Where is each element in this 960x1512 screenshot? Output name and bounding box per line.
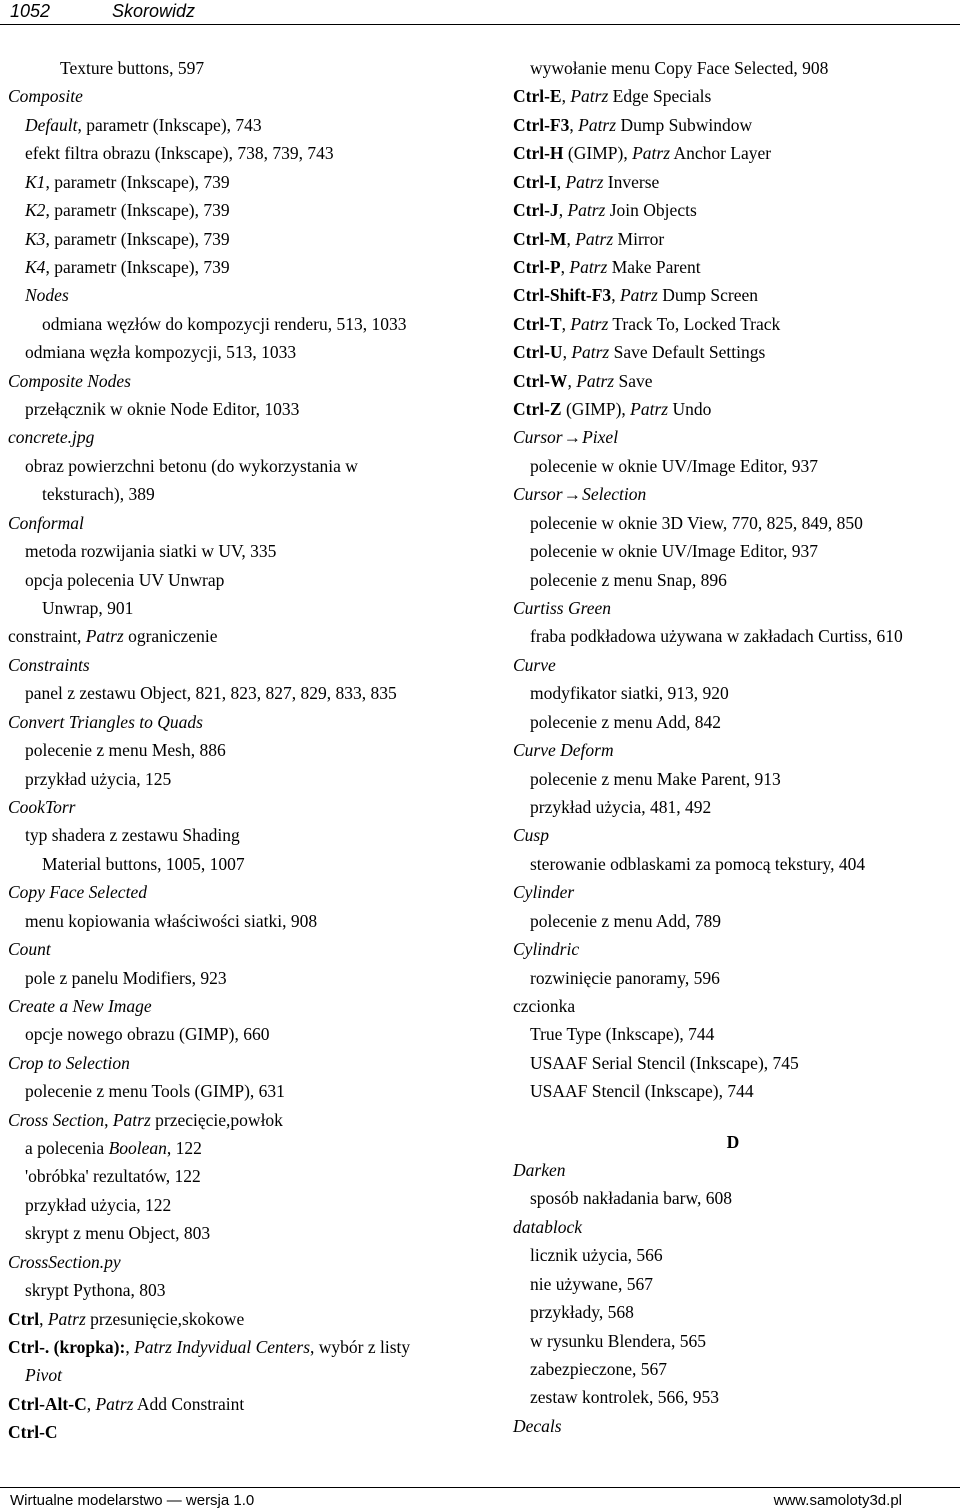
index-text: 'obróbka' rezultatów, 122 (25, 1166, 201, 1187)
index-entry (8, 1248, 478, 1276)
index-text: Edge Specials (608, 86, 712, 107)
index-text: sposób nakładania barw, 608 (530, 1188, 733, 1209)
index-text: typ shadera z zestawu Shading (25, 825, 240, 846)
index-entry (8, 1049, 478, 1077)
index-entry (8, 1333, 478, 1361)
index-text: przykłady, 568 (530, 1302, 634, 1323)
index-entry (8, 1077, 478, 1105)
index-entry (513, 338, 953, 366)
index-text: odmiana węzłów do kompozycji renderu, 513, 1033 (42, 313, 407, 334)
index-entry (513, 139, 953, 167)
index-text: polecenie w oknie UV/Image Editor, 937 (530, 541, 818, 562)
index-text: (GIMP), (561, 399, 631, 420)
index-text: polecenie w oknie UV/Image Editor, 937 (530, 455, 818, 476)
index-entry (513, 1355, 953, 1383)
index-entry (513, 1049, 953, 1077)
index-entry (8, 509, 478, 537)
index-text: czcionka (513, 995, 576, 1016)
index-entry (8, 168, 478, 196)
index-text: Ctrl-I (513, 171, 557, 192)
index-text: skrypt z menu Object, 803 (25, 1223, 211, 1244)
index-entry (8, 1276, 478, 1304)
index-text: Patrz (619, 285, 658, 306)
index-text: , 122 (166, 1138, 202, 1159)
index-text: , (556, 171, 566, 192)
index-text: Patrz (85, 626, 124, 647)
index-text: Patrz (569, 256, 608, 277)
index-entry (513, 196, 953, 224)
index-text: , parametr (Inkscape), 739 (45, 200, 230, 221)
index-text: Ctrl-W (513, 370, 568, 391)
page-number: 1052 (10, 1, 51, 21)
index-text: Boolean (108, 1138, 167, 1159)
index-column-left (8, 54, 478, 1447)
index-text: nie używane, 567 (530, 1273, 653, 1294)
index-text: w rysunku Blendera, 565 (530, 1330, 706, 1351)
index-text: , parametr (Inkscape), 739 (45, 256, 230, 277)
index-text: Composite (8, 86, 83, 107)
index-text: Join Objects (605, 200, 697, 221)
index-text: Ctrl (8, 1308, 40, 1329)
index-text: , parametr (Inkscape), 739 (45, 171, 230, 192)
index-text: Ctrl-U (513, 342, 563, 363)
index-text: Patrz (567, 200, 606, 221)
index-entry (8, 338, 478, 366)
index-text: Darken (513, 1160, 566, 1181)
index-entry (513, 566, 953, 594)
index-entry (513, 651, 953, 679)
index-text: , (562, 342, 572, 363)
index-text: Ctrl-. (kropka): (8, 1336, 126, 1357)
index-text: , (104, 1109, 113, 1130)
index-entry (513, 253, 953, 281)
index-text: odmiana węzła kompozycji, 513, 1033 (25, 342, 297, 363)
index-text: polecenie w oknie 3D View, 770, 825, 849, 850 (530, 512, 863, 533)
index-text: Patrz (571, 342, 610, 363)
index-text: K4 (25, 256, 46, 277)
index-entry (8, 1162, 478, 1190)
index-entry (513, 679, 953, 707)
index-entry (513, 395, 953, 423)
index-entry (513, 1412, 953, 1440)
index-text: D (726, 1131, 740, 1152)
index-entry (513, 1298, 953, 1326)
index-text: CookTorr (8, 796, 76, 817)
index-text: polecenie z menu Tools (GIMP), 631 (25, 1081, 285, 1102)
index-text: Ctrl-H (513, 143, 564, 164)
footer-book-title: Wirtualne modelarstwo — wersja 1.0 (10, 1492, 255, 1509)
index-text: Anchor Layer (670, 143, 772, 164)
index-text: Patrz (576, 370, 615, 391)
index-text: Conformal (8, 512, 84, 533)
index-text: Selection (582, 484, 647, 505)
index-text: polecenie z menu Make Parent, 913 (530, 768, 781, 789)
index-text: , (611, 285, 620, 306)
index-text: Material buttons, 1005, 1007 (42, 853, 245, 874)
index-entry (8, 850, 478, 878)
index-entry (8, 54, 478, 82)
index-entry (8, 1191, 478, 1219)
index-text: , (558, 200, 568, 221)
index-text: zabezpieczone, 567 (530, 1358, 668, 1379)
index-text: polecenie z menu Add, 789 (530, 910, 721, 931)
index-text: Pixel (582, 427, 619, 448)
index-entry (513, 594, 953, 622)
index-text: , (561, 313, 571, 334)
index-text: Dump Screen (657, 285, 758, 306)
index-text: Ctrl-Z (513, 399, 562, 420)
arrow-icon: → (563, 427, 582, 448)
index-entry (8, 1305, 478, 1333)
index-text: Patrz (575, 228, 614, 249)
index-text: Patrz (578, 114, 617, 135)
index-entry (8, 281, 478, 309)
index-text: efekt filtra obrazu (Inkscape), 738, 739, 743 (25, 143, 334, 164)
index-entry (513, 225, 953, 253)
index-text: zestaw kontrolek, 566, 953 (530, 1387, 720, 1408)
index-text: przykład użycia, 122 (25, 1194, 172, 1215)
index-text: (GIMP), (563, 143, 633, 164)
index-text: Composite Nodes (8, 370, 131, 391)
index-entry (8, 708, 478, 736)
index-entry (513, 793, 953, 821)
index-entry (513, 907, 953, 935)
section-title: Skorowidz (112, 1, 196, 21)
index-entry (513, 509, 953, 537)
index-text: Copy Face Selected (8, 882, 147, 903)
index-text: , parametr (Inkscape), 739 (45, 228, 230, 249)
index-text: Ctrl-Alt-C (8, 1393, 87, 1414)
index-text: Unwrap, 901 (42, 598, 134, 619)
page-footer (0, 1487, 960, 1512)
index-text: teksturach), 389 (42, 484, 155, 505)
page-header (0, 0, 960, 25)
arrow-icon: → (563, 484, 582, 505)
index-text: Save Default Settings (609, 342, 766, 363)
index-text: obraz powierzchni betonu (do wykorzystania w (25, 455, 358, 476)
index-entry (513, 878, 953, 906)
index-text: USAAF Serial Stencil (Inkscape), 745 (530, 1052, 799, 1073)
index-entry (8, 878, 478, 906)
index-entry (8, 651, 478, 679)
index-text: Create a New Image (8, 995, 152, 1016)
index-text: modyfikator siatki, 913, 920 (530, 683, 729, 704)
index-entry (513, 1327, 953, 1355)
index-text: Patrz (95, 1393, 134, 1414)
index-section-letter (513, 1128, 953, 1156)
index-text: przecięcie,powłok (150, 1109, 283, 1130)
index-text: Constraints (8, 654, 90, 675)
index-entry (8, 1219, 478, 1247)
index-text: Ctrl-C (8, 1422, 58, 1443)
index-text: Ctrl-P (513, 256, 561, 277)
index-entry (513, 1383, 953, 1411)
index-text: ograniczenie (123, 626, 218, 647)
index-entry (8, 225, 478, 253)
index-entry (8, 537, 478, 565)
index-entry (8, 964, 478, 992)
index-entry (8, 1418, 478, 1446)
index-text: Cursor (513, 427, 563, 448)
index-entry (8, 111, 478, 139)
index-text: Patrz (112, 1109, 151, 1130)
index-text: Make Parent (607, 256, 701, 277)
index-text: Curve (513, 654, 556, 675)
index-text: Curtiss Green (513, 598, 612, 619)
index-text: wywołanie menu Copy Face Selected, 908 (530, 58, 829, 78)
index-text: True Type (Inkscape), 744 (530, 1024, 715, 1045)
index-entry (513, 964, 953, 992)
index-entry (513, 1077, 953, 1105)
index-entry (513, 452, 953, 480)
index-text: Patrz (134, 1336, 172, 1357)
index-text: Curve Deform (513, 740, 614, 761)
index-text: przesunięcie,skokowe (85, 1308, 245, 1329)
index-text: przykład użycia, 481, 492 (530, 796, 712, 817)
index-text: Indyvidual Centers (176, 1336, 311, 1357)
index-entry (513, 622, 953, 650)
index-text: metoda rozwijania siatki w UV, 335 (25, 541, 277, 562)
index-entry (513, 1213, 953, 1241)
index-entry (513, 1270, 953, 1298)
index-text: , parametr (Inkscape), 743 (77, 114, 262, 135)
index-text: Save (614, 370, 653, 391)
index-text: opcje nowego obrazu (GIMP), 660 (25, 1024, 270, 1045)
index-entry (513, 736, 953, 764)
index-entry (513, 54, 953, 82)
index-entry (8, 1361, 478, 1389)
index-text: Cylindric (513, 939, 580, 960)
index-text: licznik użycia, 566 (530, 1245, 663, 1266)
index-entry (8, 1106, 478, 1134)
index-entry (8, 765, 478, 793)
index-text: skrypt Pythona, 803 (25, 1280, 166, 1301)
index-entry (8, 423, 478, 451)
index-text: , (566, 228, 576, 249)
index-text: Patrz (630, 399, 669, 420)
index-text: rozwinięcie panoramy, 596 (530, 967, 720, 988)
index-text: opcja polecenia UV Unwrap (25, 569, 225, 590)
index-entry (513, 1156, 953, 1184)
index-text: sterowanie odblaskami za pomocą tekstury, 404 (530, 853, 866, 874)
index-column-right (513, 54, 953, 1440)
index-entry (8, 907, 478, 935)
index-entry (8, 1020, 478, 1048)
index-entry (8, 1390, 478, 1418)
index-text: Decals (513, 1415, 562, 1436)
index-entry (8, 395, 478, 423)
index-text: , (560, 256, 570, 277)
index-text: Texture buttons, 597 (60, 58, 205, 78)
index-text: Ctrl-F3 (513, 114, 570, 135)
index-entry (513, 992, 953, 1020)
index-entry (8, 139, 478, 167)
index-entry (513, 935, 953, 963)
index-entry (513, 168, 953, 196)
index-entry (8, 253, 478, 281)
index-entry (513, 423, 953, 451)
index-text: Ctrl-Shift-F3 (513, 285, 612, 306)
index-text: K3 (25, 228, 46, 249)
index-text: menu kopiowania właściwości siatki, 908 (25, 910, 318, 931)
index-entry (513, 850, 953, 878)
index-entry (8, 310, 478, 338)
index-text: Add Constraint (133, 1393, 245, 1414)
index-entry (8, 452, 478, 480)
index-entry (513, 1020, 953, 1048)
index-text: concrete.jpg (8, 427, 95, 448)
index-text: , (125, 1336, 135, 1357)
index-text: a polecenia (25, 1138, 109, 1159)
index-entry (513, 708, 953, 736)
index-text: przełącznik w oknie Node Editor, 1033 (25, 399, 300, 420)
index-text: fraba podkładowa używana w zakładach Curtiss, 610 (530, 626, 903, 647)
index-entry (8, 480, 478, 508)
index-text: , (569, 114, 579, 135)
index-text: Dump Subwindow (616, 114, 753, 135)
index-text: USAAF Stencil (Inkscape), 744 (530, 1081, 754, 1102)
index-text: Undo (668, 399, 712, 420)
index-text: Ctrl-T (513, 313, 562, 334)
index-text: Patrz (570, 313, 609, 334)
index-text: Ctrl-E (513, 86, 562, 107)
index-text: Ctrl-M (513, 228, 567, 249)
index-entry (513, 1184, 953, 1212)
index-entry (513, 537, 953, 565)
index-entry (8, 82, 478, 110)
footer-website: www.samoloty3d.pl (773, 1492, 902, 1509)
index-text: Cusp (513, 825, 549, 846)
index-text: Cylinder (513, 882, 575, 903)
index-entry (8, 594, 478, 622)
index-entry (513, 310, 953, 338)
index-entry (513, 1241, 953, 1269)
index-text: K1 (25, 171, 46, 192)
index-text: constraint, (8, 626, 86, 647)
index-entry (8, 736, 478, 764)
index-entry (8, 821, 478, 849)
index-text: Convert Triangles to Quads (8, 711, 203, 732)
index-text: polecenie z menu Snap, 896 (530, 569, 727, 590)
index-text: przykład użycia, 125 (25, 768, 172, 789)
index-text: Pivot (25, 1365, 62, 1386)
index-text: Nodes (25, 285, 69, 306)
index-entry (8, 793, 478, 821)
index-entry (513, 1106, 953, 1128)
index-text: Patrz (47, 1308, 86, 1329)
index-entry (513, 82, 953, 110)
index-entry (513, 281, 953, 309)
index-text: , (86, 1393, 96, 1414)
index-text: Patrz (570, 86, 609, 107)
index-entry (513, 111, 953, 139)
index-text: Ctrl-J (513, 200, 559, 221)
index-text: polecenie z menu Add, 842 (530, 711, 721, 732)
index-entry (8, 367, 478, 395)
index-text: datablock (513, 1216, 583, 1237)
index-text: , (39, 1308, 48, 1329)
index-text: CrossSection.py (8, 1251, 121, 1272)
index-text: Default (25, 114, 78, 135)
index-text: polecenie z menu Mesh, 886 (25, 740, 226, 761)
index-entry (8, 935, 478, 963)
index-text: Patrz (565, 171, 604, 192)
index-text: pole z panelu Modifiers, 923 (25, 967, 227, 988)
index-text: Track To, Locked Track (608, 313, 781, 334)
index-text: Cross Section (8, 1109, 105, 1130)
index-entry (8, 196, 478, 224)
index-entry (513, 821, 953, 849)
index-text: Patrz (632, 143, 671, 164)
index-entry (8, 679, 478, 707)
index-text: , (561, 86, 571, 107)
index-text: Cursor (513, 484, 563, 505)
index-entry (8, 566, 478, 594)
index-entry (513, 480, 953, 508)
index-text: Inverse (603, 171, 660, 192)
index-entry (8, 1134, 478, 1162)
index-entry (8, 622, 478, 650)
index-text: panel z zestawu Object, 821, 823, 827, 829, 833, 835 (25, 683, 397, 704)
index-entry (513, 765, 953, 793)
index-text: , (567, 370, 577, 391)
index-text: Count (8, 939, 51, 960)
index-entry (513, 367, 953, 395)
index-entry (8, 992, 478, 1020)
index-text: , wybór z listy (310, 1336, 411, 1357)
index-text: K2 (25, 200, 46, 221)
index-text: Crop to Selection (8, 1052, 130, 1073)
index-text: Mirror (613, 228, 665, 249)
